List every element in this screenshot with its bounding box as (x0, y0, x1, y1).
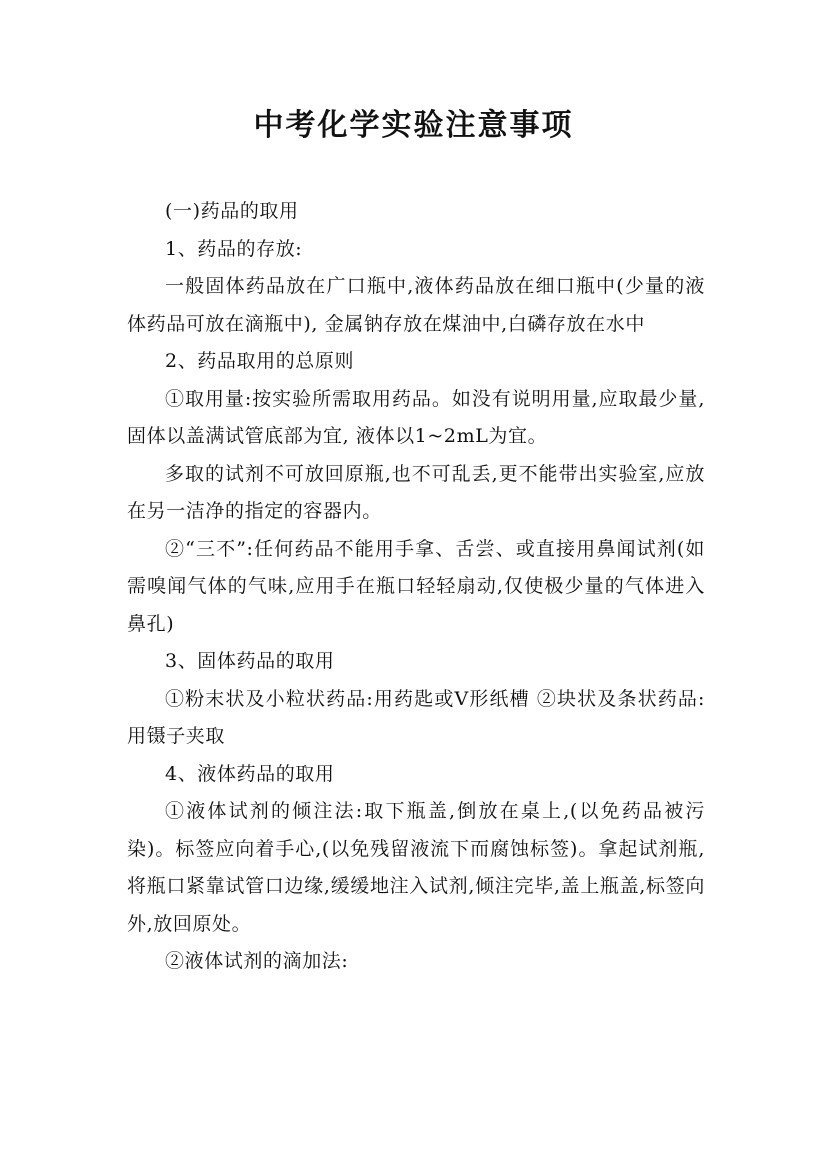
document-title: 中考化学实验注意事项 (253, 108, 574, 143)
subheading-general-principles: 2、药品取用的总原则 (165, 350, 355, 372)
subheading-solid-drugs: 3、固体药品的取用 (165, 650, 335, 672)
paragraph-excess: 多取的试剂不可放回原瓶,也不可乱丢,更不能带出实验室,应放在另一洁净的指定的容器内。 (127, 462, 705, 522)
paragraph-solid-drugs: ①粉末状及小粒状药品:用药匙或V形纸槽 ②块状及条状药品:用镊子夹取 (127, 687, 705, 747)
subheading-storage: 1、药品的存放: (165, 237, 303, 260)
section-heading-drug-usage: (一)药品的取用 (165, 200, 299, 222)
paragraph-pouring: ①液体试剂的倾注法:取下瓶盖,倒放在桌上,(以免药品被污染)。标签应向着手心,(以免残留液流下而腐蚀标签)。拿起试剂瓶,将瓶口紧靠试管口边缘,缓缓地注入试剂,倾注完毕,盖上瓶盖,标签向外,放回原处。 (127, 800, 705, 935)
paragraph-amount: ①取用量:按实验所需取用药品。如没有说明用量,应取最少量,固体以盖满试管底部为宜, 液体以1~2mL为宜。 (127, 387, 705, 447)
paragraph-storage: 一般固体药品放在广口瓶中,液体药品放在细口瓶中(少量的液体药品可放在滴瓶中), 金属钠存放在煤油中,白磷存放在水中 (127, 275, 705, 335)
paragraph-dropping: ②液体试剂的滴加法: (165, 950, 349, 972)
subheading-liquid-drugs: 4、液体药品的取用 (165, 762, 335, 785)
document-body (127, 193, 705, 981)
paragraph-three-nos: ②“三不”:任何药品不能用手拿、舌尝、或直接用鼻闻试剂(如需嗅闻气体的气味,应用手在瓶口轻轻扇动,仅使极少量的气体进入鼻孔) (127, 537, 705, 635)
